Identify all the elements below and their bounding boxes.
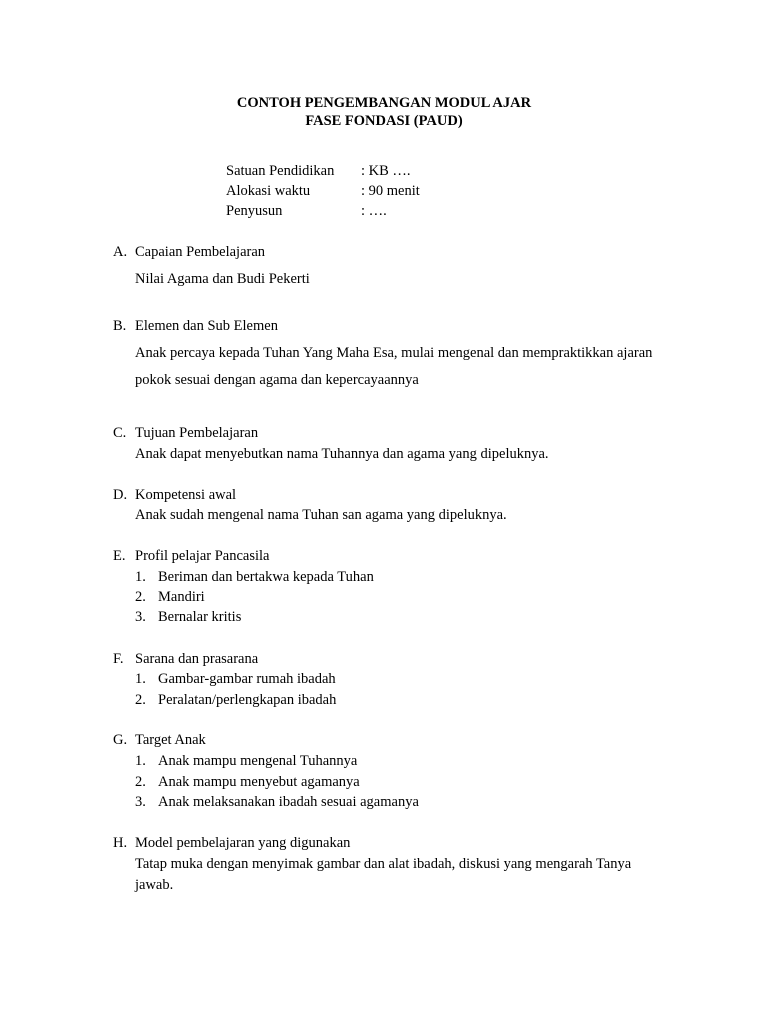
section-e-letter: E.	[113, 548, 126, 564]
list-item-number: 2.	[135, 774, 146, 790]
list-item: Mandiri	[158, 589, 205, 605]
list-item: Gambar-gambar rumah ibadah	[158, 671, 336, 687]
section-g-letter: G.	[113, 732, 128, 748]
section-h-heading: Model pembelajaran yang digunakan	[135, 835, 351, 851]
list-item-number: 3.	[135, 609, 146, 625]
section-a-letter: A.	[113, 244, 128, 260]
meta-value-penyusun: : ….	[361, 203, 387, 219]
section-b-body-line2: pokok sesuai dengan agama dan kepercayaannya	[135, 372, 419, 388]
list-item-number: 1.	[135, 569, 146, 585]
section-a-body: Nilai Agama dan Budi Pekerti	[135, 271, 310, 287]
list-item: Peralatan/perlengkapan ibadah	[158, 692, 337, 708]
meta-label-penyusun: Penyusun	[226, 203, 283, 219]
list-item: Anak melaksanakan ibadah sesuai agamanya	[158, 794, 419, 810]
section-e-heading: Profil pelajar Pancasila	[135, 548, 270, 564]
list-item-number: 1.	[135, 753, 146, 769]
list-item: Anak mampu menyebut agamanya	[158, 774, 360, 790]
section-b-letter: B.	[113, 318, 127, 334]
section-c-body: Anak dapat menyebutkan nama Tuhannya dan agama yang dipeluknya.	[135, 446, 549, 462]
list-item: Bernalar kritis	[158, 609, 242, 625]
section-g-heading: Target Anak	[135, 732, 206, 748]
section-d-heading: Kompetensi awal	[135, 487, 237, 503]
list-item-number: 2.	[135, 692, 146, 708]
section-h-body-line1: Tatap muka dengan menyimak gambar dan alat ibadah, diskusi yang mengarah Tanya	[135, 856, 632, 872]
section-b-body-line1: Anak percaya kepada Tuhan Yang Maha Esa, mulai mengenal dan mempraktikkan ajaran	[135, 345, 653, 361]
list-item: Anak mampu mengenal Tuhannya	[158, 753, 358, 769]
section-d-letter: D.	[113, 487, 128, 503]
section-h-body-line2: jawab.	[135, 877, 174, 893]
section-a-heading: Capaian Pembelajaran	[135, 244, 266, 260]
section-f-heading: Sarana dan prasarana	[135, 651, 259, 667]
section-h-letter: H.	[113, 835, 128, 851]
meta-value-alokasi: : 90 menit	[361, 183, 420, 199]
section-f-letter: F.	[113, 651, 124, 667]
document-subtitle: FASE FONDASI (PAUD)	[305, 113, 463, 129]
document-title: CONTOH PENGEMBANGAN MODUL AJAR	[236, 95, 532, 111]
meta-label-alokasi: Alokasi waktu	[226, 183, 311, 199]
section-d-body: Anak sudah mengenal nama Tuhan san agama yang dipeluknya.	[135, 507, 507, 523]
section-c-letter: C.	[113, 425, 127, 441]
list-item-number: 3.	[135, 794, 146, 810]
meta-label-satuan: Satuan Pendidikan	[226, 163, 335, 179]
list-item-number: 1.	[135, 671, 146, 687]
list-item: Beriman dan bertakwa kepada Tuhan	[158, 569, 374, 585]
section-c-heading: Tujuan Pembelajaran	[135, 425, 259, 441]
meta-value-satuan: : KB ….	[361, 163, 411, 179]
list-item-number: 2.	[135, 589, 146, 605]
section-b-heading: Elemen dan Sub Elemen	[135, 318, 278, 334]
